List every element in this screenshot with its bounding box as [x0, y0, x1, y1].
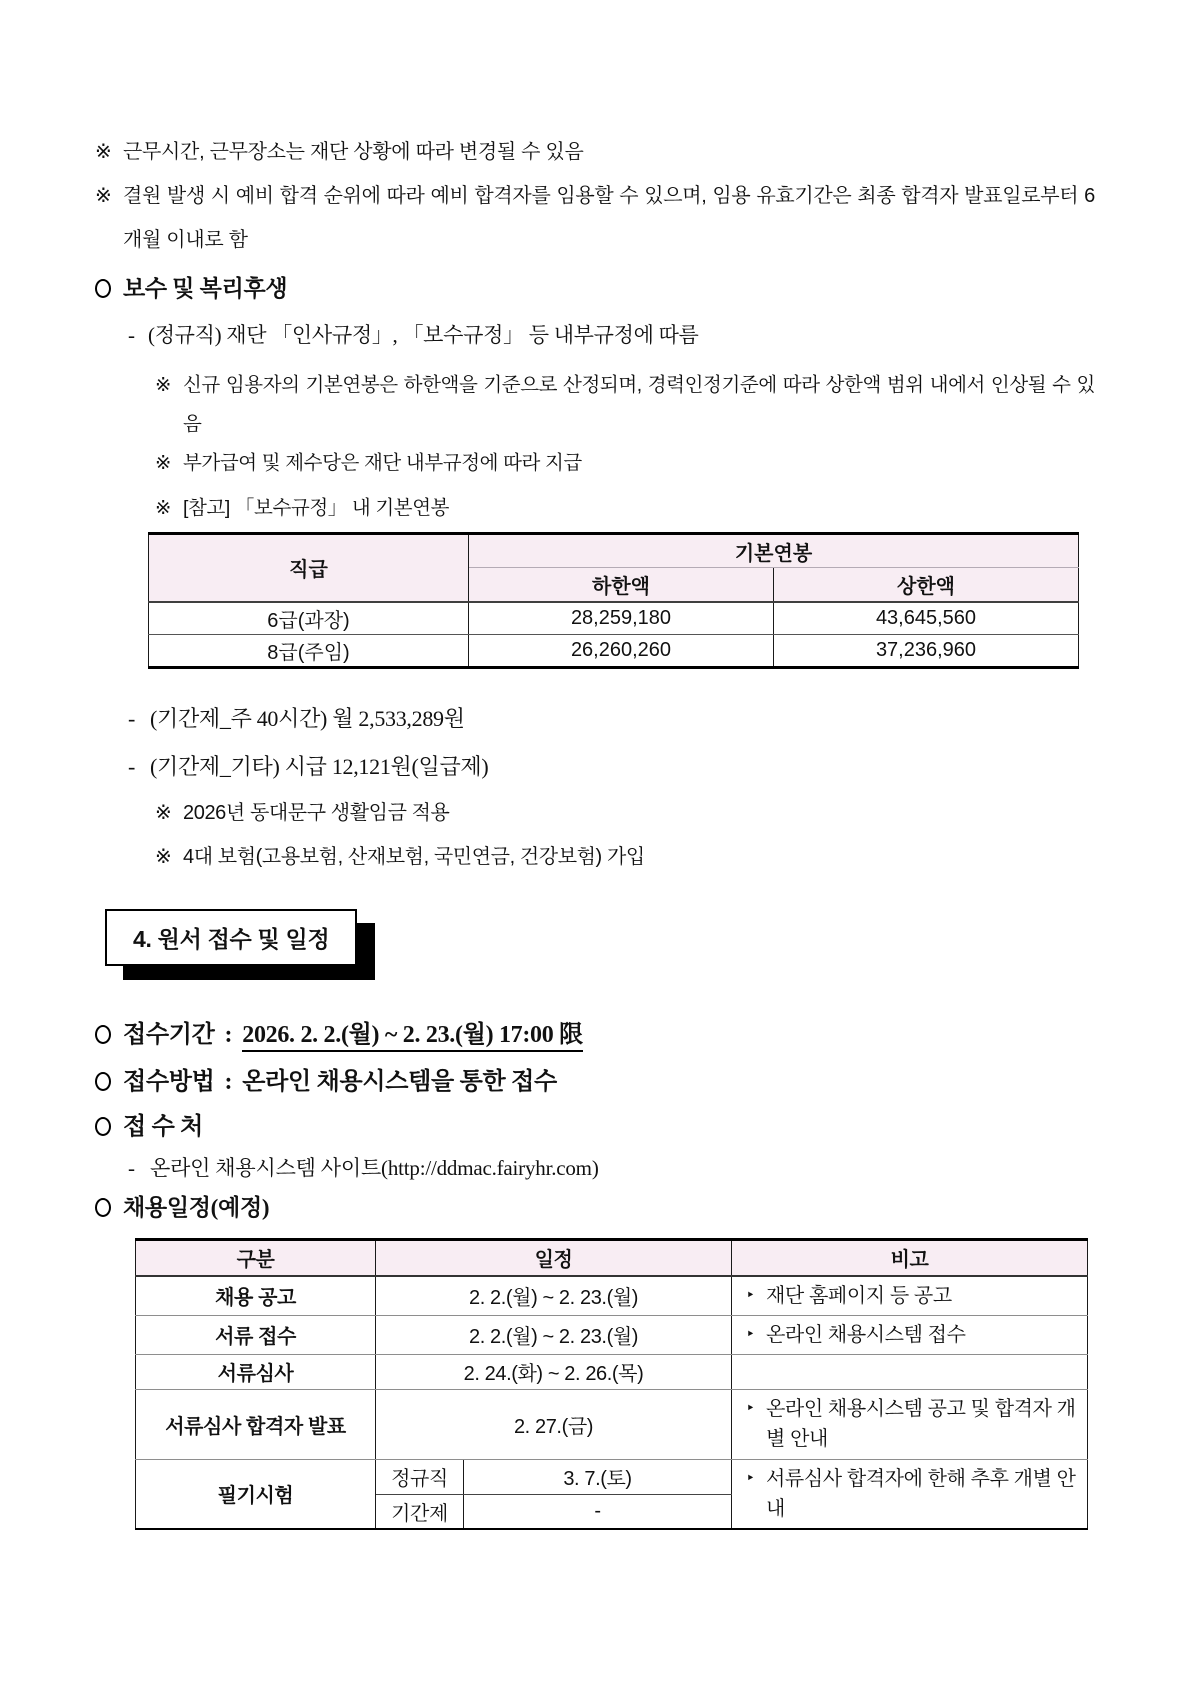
salary-col-group: 기본연봉: [469, 534, 1079, 568]
schedule-note-text: 온라인 채용시스템 접수: [766, 1323, 966, 1346]
salary-col-max: 상한액: [774, 568, 1079, 602]
schedule-note-text: 온라인 채용시스템 공고 및 합격자 개별 안내: [766, 1398, 1076, 1450]
schedule-col-category: 구분: [136, 1240, 376, 1276]
section4-title-box: [105, 909, 357, 966]
circle-bullet-icon: [95, 1072, 111, 1091]
circle-bullet-icon: [95, 1198, 111, 1217]
apply-place-url: 온라인 채용시스템 사이트(http://ddmac.fairyhr.com): [150, 1156, 599, 1180]
dash-marker: -: [128, 706, 136, 731]
schedule-category: 채용 공고: [136, 1276, 376, 1316]
salary-col-min: 하한액: [469, 568, 774, 602]
regular-pay-text: (정규직) 재단 「인사규정」, 「보수규정」 등 내부규정에 따름: [148, 323, 699, 347]
fixed-term-text: (기간제_주 40시간) 월 2,533,289원: [150, 706, 465, 731]
apply-place-item: [128, 1152, 1095, 1184]
salary-row: [149, 635, 1079, 668]
dash-marker: -: [128, 323, 135, 347]
schedule-row: [136, 1459, 1088, 1494]
schedule-note-text: 재단 홈페이지 등 공고: [766, 1284, 952, 1307]
schedule-dates: 2. 2.(월) ~ 2. 23.(월): [376, 1315, 732, 1354]
schedule-heading: [95, 1192, 1095, 1224]
section4-title-text: 4. 원서 접수 및 일정: [133, 926, 330, 952]
schedule-dates: 2. 2.(월) ~ 2. 23.(월): [376, 1276, 732, 1316]
reference-mark: ※: [95, 141, 112, 163]
reference-mark: ※: [155, 497, 171, 519]
schedule-note: [732, 1389, 1088, 1459]
apply-period-label: 접수기간: [123, 1022, 215, 1048]
circle-bullet-icon: [95, 1025, 111, 1044]
apply-period-value: 2026. 2. 2.(월) ~ 2. 23.(월) 17:00 限: [242, 1022, 583, 1052]
apply-method-line: [95, 1065, 1095, 1099]
apply-method-value: 온라인 채용시스템을 통한 접수: [242, 1069, 557, 1095]
schedule-note: [732, 1354, 1088, 1389]
fixed-term-note: [155, 835, 1095, 879]
schedule-row: [136, 1315, 1088, 1354]
label-separator: :: [224, 1022, 233, 1048]
apply-method-label: 접수방법: [123, 1069, 215, 1095]
salary-max: 37,236,960: [774, 635, 1079, 668]
apply-place-line: [95, 1110, 1095, 1144]
compensation-note-text: [참고] 「보수규정」 내 기본연봉: [183, 497, 450, 519]
triangle-bullet-icon: ‣: [746, 1325, 755, 1343]
apply-place-label: 접 수 처: [123, 1114, 204, 1140]
schedule-table: [135, 1238, 1088, 1530]
label-separator: :: [224, 1069, 233, 1095]
schedule-heading-text: 채용일정(예정): [123, 1195, 270, 1220]
circle-bullet-icon: [95, 279, 111, 298]
top-note-text: 결원 발생 시 예비 합격 순위에 따라 예비 합격자를 임용할 수 있으며, 임용 유효기간은 최종 합격자 발표일로부터 6개월 이내로 함: [123, 185, 1095, 251]
compensation-heading-text: 보수 및 복리후생: [123, 276, 288, 301]
schedule-subtype: 정규직: [376, 1459, 464, 1494]
compensation-note-text: 신규 임용자의 기본연봉은 하한액을 기준으로 산정되며, 경력인정기준에 따라 상한액 범위 내에서 인상될 수 있음: [183, 374, 1095, 435]
fixed-term-note-text: 4대 보험(고용보험, 산재보험, 국민연금, 건강보험) 가입: [183, 846, 645, 868]
reference-mark: ※: [155, 374, 171, 396]
triangle-bullet-icon: ‣: [746, 1400, 755, 1417]
compensation-note-text: 부가급여 및 제수당은 재단 내부규정에 따라 지급: [183, 452, 582, 474]
fixed-term-notes: [155, 791, 1095, 879]
compensation-heading: [95, 274, 1095, 304]
dash-marker: -: [128, 754, 136, 779]
salary-col-grade: 직급: [149, 534, 469, 602]
salary-row: [149, 602, 1079, 635]
reference-mark: ※: [155, 452, 171, 474]
schedule-dates: 2. 27.(금): [376, 1389, 732, 1459]
reference-mark: ※: [95, 185, 112, 207]
fixed-term-text: (기간제_기타) 시급 12,121원(일급제): [150, 754, 489, 779]
top-note-text: 근무시간, 근무장소는 재단 상황에 따라 변경될 수 있음: [123, 141, 584, 163]
compensation-note: [155, 366, 1095, 444]
salary-table: [148, 532, 1079, 669]
dash-marker: -: [128, 1156, 135, 1180]
schedule-dates: 3. 7.(토): [464, 1459, 732, 1494]
schedule-row: [136, 1389, 1088, 1459]
schedule-note: [732, 1315, 1088, 1354]
schedule-row: [136, 1354, 1088, 1389]
schedule-note: [732, 1459, 1088, 1529]
fixed-term-item: [128, 743, 1095, 791]
fixed-term-note-text: 2026년 동대문구 생활임금 적용: [183, 802, 450, 824]
schedule-note: [732, 1276, 1088, 1316]
salary-min: 28,259,180: [469, 602, 774, 635]
apply-period-line: [95, 1018, 1095, 1052]
schedule-col-schedule: 일정: [376, 1240, 732, 1276]
salary-min: 26,260,260: [469, 635, 774, 668]
fixed-term-note: [155, 791, 1095, 835]
compensation-note: [155, 444, 1095, 483]
schedule-category: 서류 접수: [136, 1315, 376, 1354]
salary-grade: 6급(과장): [149, 602, 469, 635]
schedule-note-text: 서류심사 합격자에 한해 추후 개별 안내: [766, 1467, 1076, 1520]
salary-max: 43,645,560: [774, 602, 1079, 635]
top-note: [95, 130, 1095, 174]
compensation-note: [155, 489, 1095, 528]
schedule-col-note: 비고: [732, 1240, 1088, 1276]
schedule-category: 서류심사 합격자 발표: [136, 1389, 376, 1459]
triangle-bullet-icon: ‣: [746, 1286, 755, 1304]
schedule-category: 필기시험: [136, 1459, 376, 1529]
schedule-subtype: 기간제: [376, 1494, 464, 1529]
salary-grade: 8급(주임): [149, 635, 469, 668]
reference-mark: ※: [155, 846, 172, 868]
triangle-bullet-icon: ‣: [746, 1469, 755, 1487]
regular-pay-item: [128, 320, 1095, 350]
schedule-dates: -: [464, 1494, 732, 1529]
fixed-term-item: [128, 695, 1095, 743]
circle-bullet-icon: [95, 1117, 111, 1136]
schedule-row: [136, 1276, 1088, 1316]
top-note: [95, 174, 1095, 262]
schedule-header-row: [136, 1240, 1088, 1276]
schedule-category: 서류심사: [136, 1354, 376, 1389]
schedule-dates: 2. 24.(화) ~ 2. 26.(목): [376, 1354, 732, 1389]
compensation-notes: [155, 366, 1095, 528]
reference-mark: ※: [155, 802, 172, 824]
